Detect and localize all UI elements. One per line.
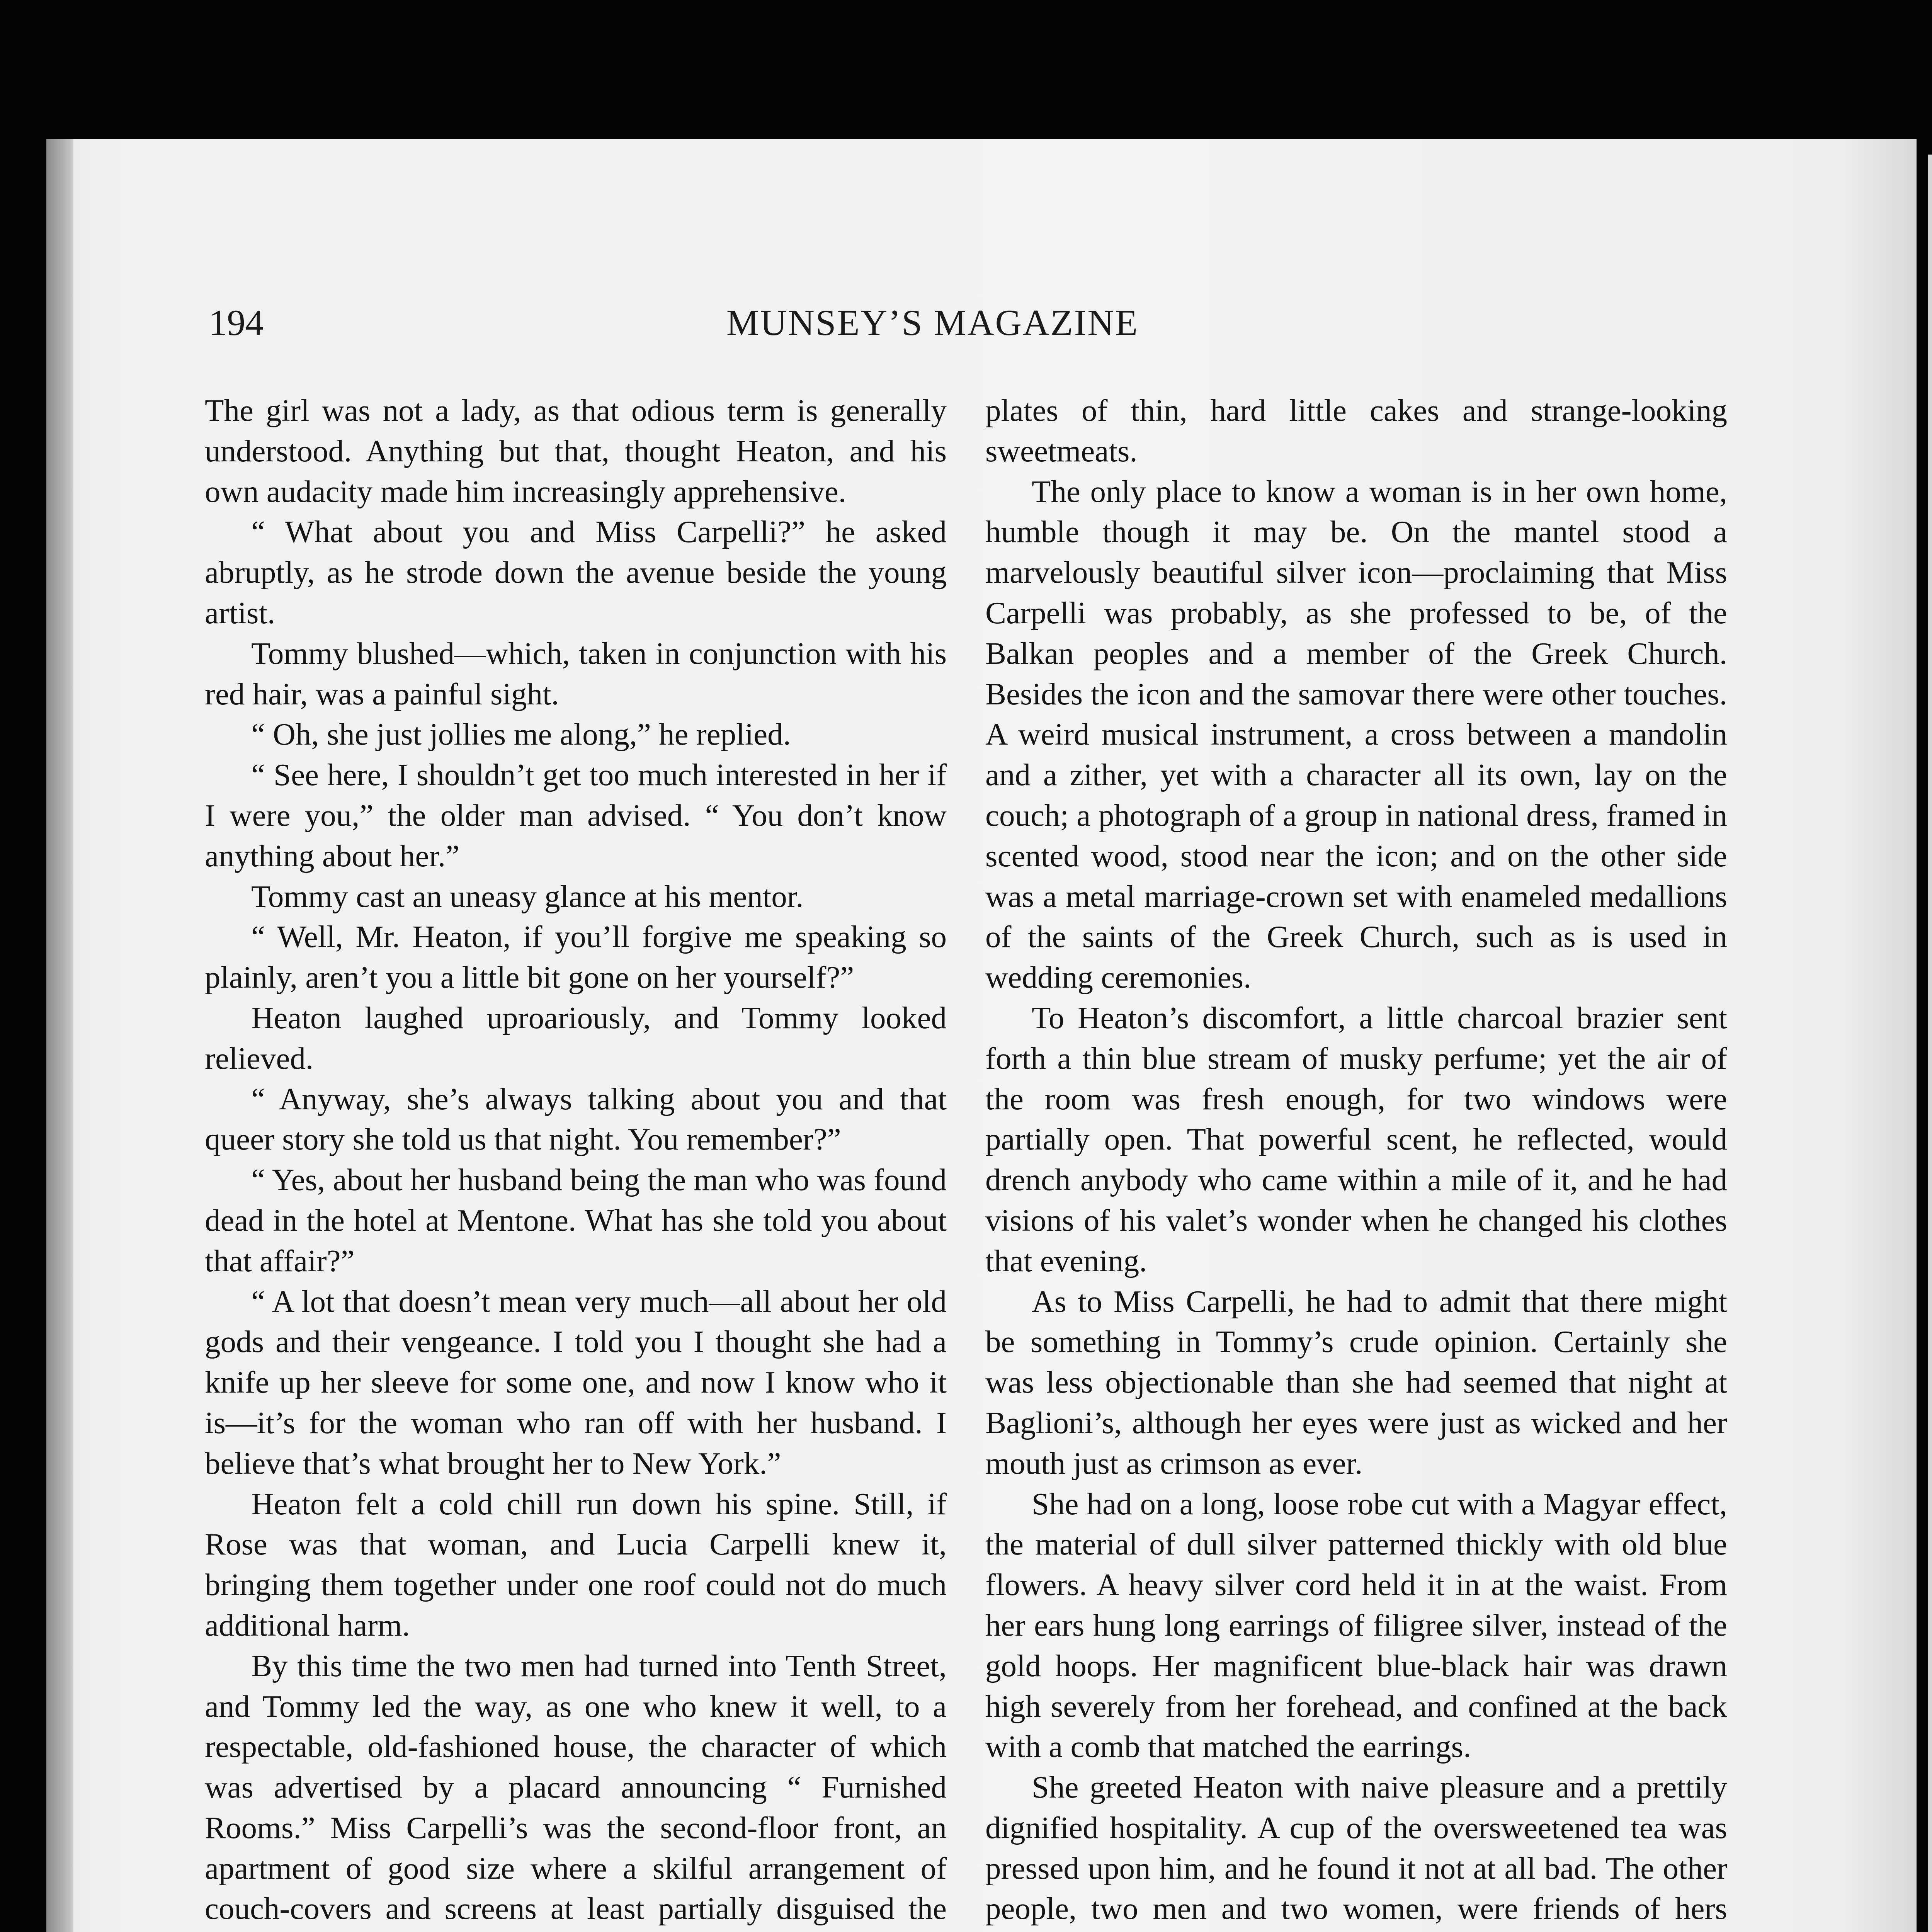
magazine-page (46, 139, 1917, 1932)
paragraph: The only place to know a woman is in her own home, humble though it may be. On the mantel stood a marvelously beautiful silver icon—proclaiming that Miss Carpelli was probably, as she professed to be, of the Balkan peoples and a member of the Greek Church. Besides the icon and the samovar there were other touches. A weird musical instrument, a cross between a mandolin and a zither, yet with a character all its own, lay on the couch; a photograph of a group in national dress, framed in scented wood, stood near the icon; and on the other side was a metal marriage-crown set with enameled medallions of the saints of the Greek Church, such as is used in wedding ceremonies. (985, 474, 1727, 995)
paragraph: To Heaton’s discomfort, a little charcoal brazier sent forth a thin blue stream of musky perfume; yet the air of the room was fresh enough, for two windows were partially open. That powerful scent, he reflected, would drench anybody who came within a mile of it, and he had visions of his valet’s wonder when he changed his clothes that evening. (985, 1000, 1727, 1278)
paragraph: “ A lot that doesn’t mean very much—all about her old gods and their vengeance. I told you I thought she had a knife up her sleeve for some one, and now I know who it is—it’s for the woman who ran off with her husband. I believe that’s what brought her to New York.” (205, 1284, 947, 1481)
paragraph: “ Well, Mr. Heaton, if you’ll forgive me speaking so plainly, aren’t you a little bit gone on her yourself?” (205, 919, 947, 995)
page-spine-shadow (46, 139, 73, 1932)
paragraph: By this time the two men had turned into Tenth Street, and Tommy led the way, as one who knew it well, to a respectable, old-fashioned house, the character of which was advertised by a placard announcing “ Furnished Rooms.” Miss Carpelli’s was the second-floor front, an apartment of good size where a skilful arrangement of couch-covers and screens at least partially disguised the (205, 1648, 947, 1926)
page-number: 194 (209, 302, 264, 343)
paragraph: The girl was not a lady, as that odious term is generally understood. Anything but that, thought Heaton, and his own audacity made him increasingly apprehensive. (205, 393, 947, 509)
text-column-left (205, 390, 947, 1932)
paragraph: Tommy cast an uneasy glance at his mentor. (251, 879, 804, 914)
paragraph: Heaton felt a cold chill run down his spine. Still, if Rose was that woman, and Lucia Carpelli knew it, bringing them together under one roof could not do much additional harm. (205, 1486, 947, 1643)
paragraph: “ What about you and Miss Carpelli?” he asked abruptly, as he strode down the avenue beside the young artist. (205, 514, 947, 630)
paragraph-continuation: plates of thin, hard little cakes and strange-looking sweetmeats. (985, 393, 1727, 468)
paragraph: As to Miss Carpelli, he had to admit that there might be something in Tommy’s crude opinion. Certainly she was less objectionable than she had seemed that night at Baglioni’s, although her eyes were just as wicked and her mouth just as crimson as ever. (985, 1284, 1727, 1481)
magazine-title: MUNSEY’S MAGAZINE (726, 302, 1139, 343)
paragraph: “ See here, I shouldn’t get too much interested in her if I were you,” the older man advised. “ You don’t know anything about her.” (205, 757, 947, 873)
text-column-right (985, 390, 1727, 1932)
paragraph: She had on a long, loose robe cut with a Magyar effect, the material of dull silver patterned thickly with old blue flowers. A heavy silver cord held it in at the waist. From her ears hung long earrings of filigree silver, instead of the gold hoops. Her magnificent blue-black hair was drawn high severely from her forehead, and confined at the back with a comb that matched the earrings. (985, 1486, 1727, 1764)
paragraph: She greeted Heaton with naive pleasure and a prettily dignified hospitality. A cup of the oversweetened tea was pressed upon him, and he found it not at all bad. The other people, two men and two women, were friends of hers (985, 1770, 1727, 1926)
paragraph: “ Yes, about her husband being the man who was found dead in the hotel at Mentone. What has she told you about that affair?” (205, 1162, 947, 1278)
paragraph: “ Oh, she just jollies me along,” he replied. (251, 717, 791, 752)
adjacent-page-edge (1928, 155, 1932, 1932)
paragraph: Heaton laughed uproariously, and Tommy looked relieved. (205, 1000, 947, 1076)
paragraph: “ Anyway, she’s always talking about you and that queer story she told us that night. You remember?” (205, 1081, 947, 1157)
paragraph: Tommy blushed—which, taken in conjunction with his red hair, was a painful sight. (205, 636, 947, 711)
